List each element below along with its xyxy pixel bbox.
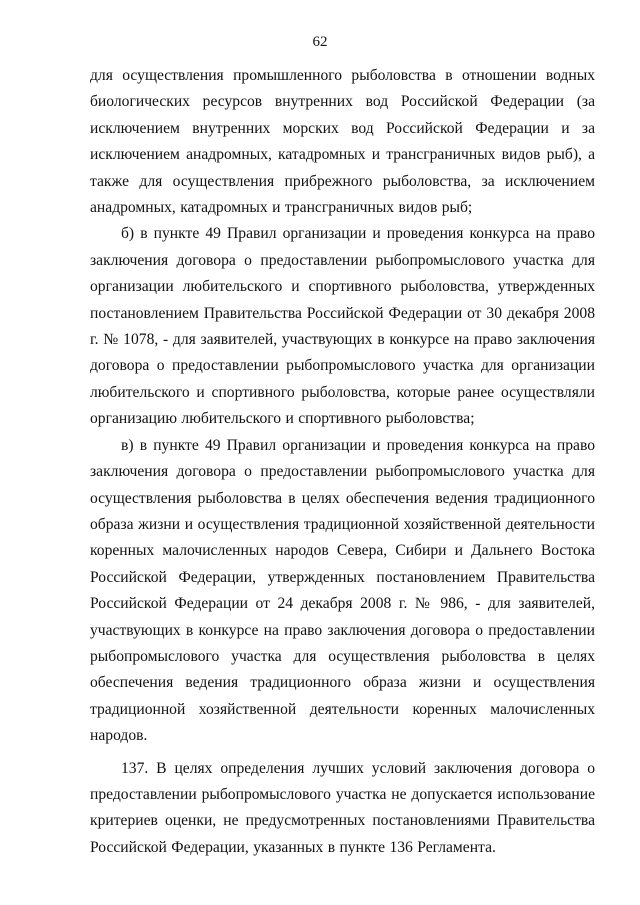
document-body [90,63,595,861]
paragraph-137: 137. В целях определения лучших условий заключения договора о предоставлении рыбопромыслового участка не допускается использование критериев оценки, не предусмотренных постановлениями Правительства Российской Федерации, указанных в пункте 136 Регламента. [90,759,595,856]
paragraph-item-v: в) в пункте 49 Правил организации и проведения конкурса на право заключения договора о предоставлении рыбопромыслового участка для осуществления рыболовства в целях обеспечения ведения традиционного образа жизни и осуществления традиционной хозяйственной деятельности коренных малочисленных народов Севера, Сибири и Дальнего Востока Российской Федерации, утвержденных постановлением Правительства Российской Федерации от 24 декабря 2008 г. № 986, - для заявителей, участвующих в конкурсе на право заключения договора о предоставлении рыбопромыслового участка для осуществления рыболовства в целях обеспечения ведения традиционного образа жизни и осуществления традиционной хозяйственной деятельности коренных малочисленных народов. [90,436,595,745]
page-number: 62 [312,34,328,50]
paragraph-item-b: б) в пункте 49 Правил организации и проведения конкурса на право заключения договора о предоставлении рыбопромыслового участка для организации любительского и спортивного рыболовства, утвержденных постановлением Правительства Российской Федерации от 30 декабря 2008 г. № 1078, - для заявителей, участвующих в конкурсе на право заключения договора о предоставлении рыбопромыслового участка для организации любительского и спортивного рыболовства, которые ранее осуществляли организацию любительского и спортивного рыболовства; [90,225,595,428]
paragraph-continuation: для осуществления промышленного рыболовства в отношении водных биологических ресурсов внутренних вод Российской Федерации (за исключением внутренних морских вод Российской Федерации и за исключением анадромных, катадромных и трансграничных видов рыб), а также для осуществления прибрежного рыболовства, за исключением анадромных, катадромных и трансграничных видов рыб; [90,67,595,217]
